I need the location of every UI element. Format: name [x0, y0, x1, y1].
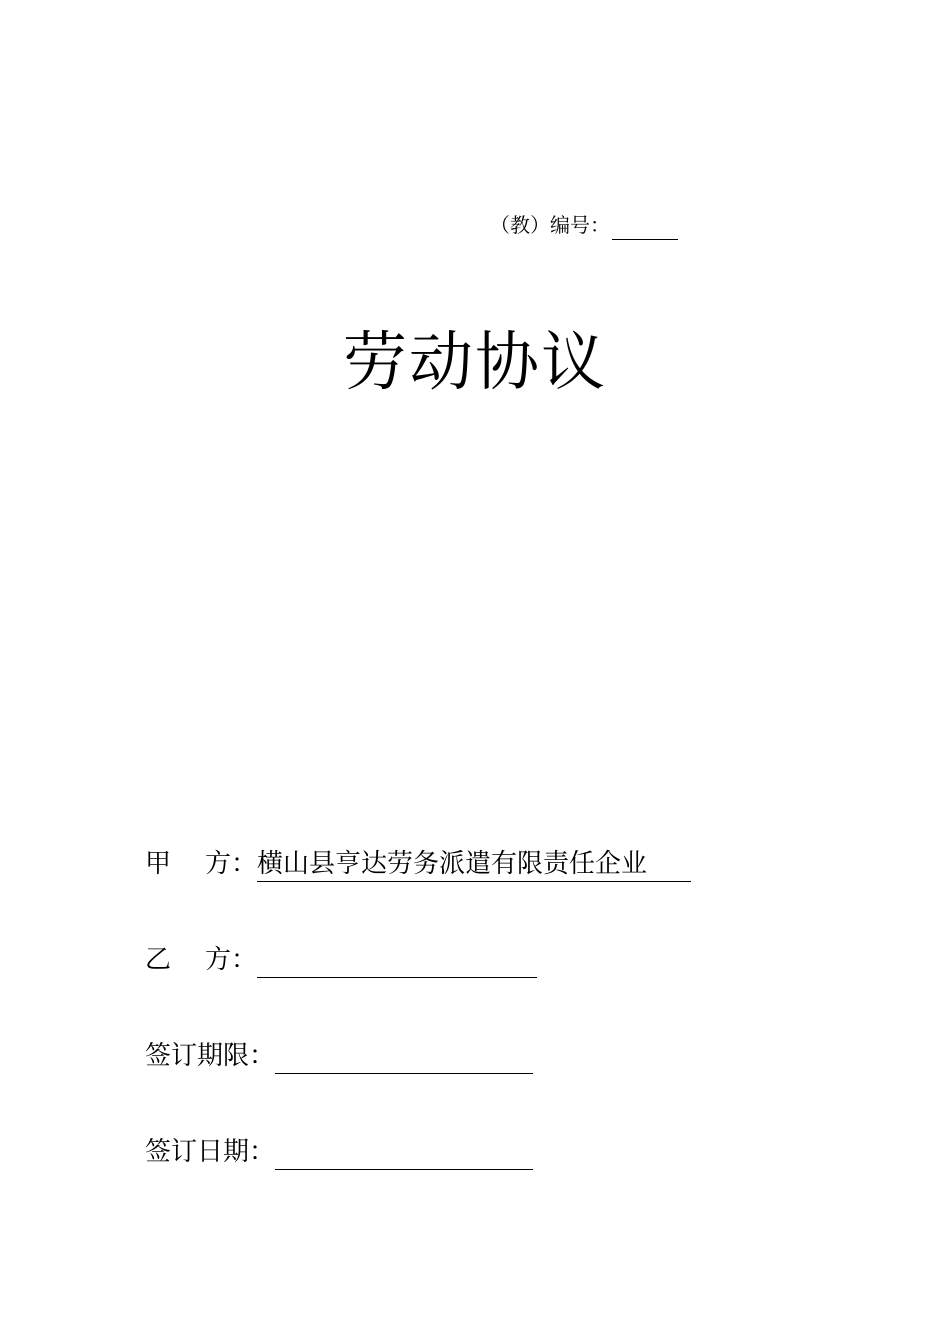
- party-a-row: [145, 846, 691, 882]
- contract-number-blank[interactable]: [612, 217, 678, 240]
- term-row: [145, 1038, 533, 1074]
- party-a-value[interactable]: 横山县亨达劳务派遣有限责任企业: [257, 847, 691, 882]
- party-a-label: [145, 846, 257, 882]
- date-blank[interactable]: [275, 1139, 533, 1170]
- document-title: 劳动协议: [343, 326, 607, 400]
- party-b-label-suffix: 方：: [204, 945, 257, 975]
- party-b-label: [145, 942, 257, 978]
- date-label: 签订日期：: [145, 1137, 276, 1167]
- party-b-blank[interactable]: [257, 947, 537, 978]
- party-b-row: [145, 942, 537, 978]
- party-b-label-char: 乙: [145, 945, 172, 975]
- party-a-label-suffix: 方：: [204, 849, 257, 879]
- party-a-label-char: 甲: [145, 849, 172, 879]
- date-row: [145, 1134, 533, 1170]
- contract-number-line: [490, 210, 678, 240]
- term-blank[interactable]: [275, 1043, 533, 1074]
- term-label: 签订期限：: [145, 1041, 276, 1071]
- contract-number-label: （教）编号：: [490, 213, 610, 237]
